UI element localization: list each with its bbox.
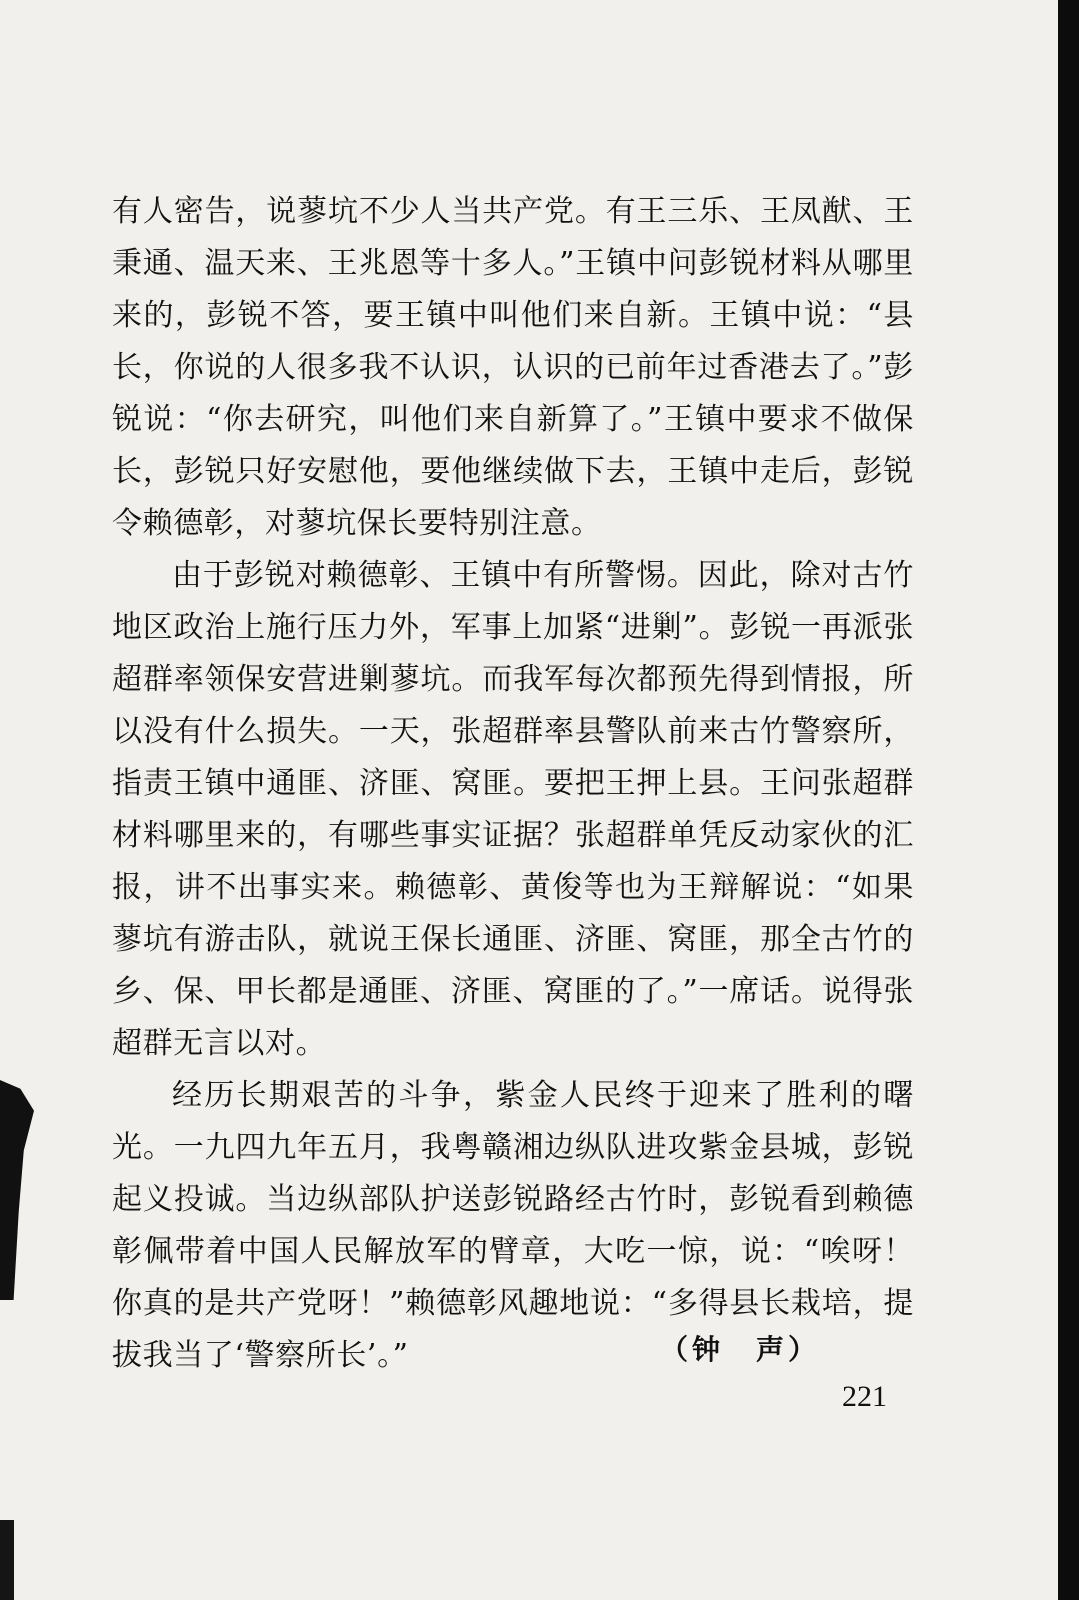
paragraph-3: 经历长期艰苦的斗争，紫金人民终于迎来了胜利的曙光。一九四九年五月，我粤赣湘边纵队进攻紫金县城，彭锐起义投诚。当边纵部队护送彭锐路经古竹时，彭锐看到赖德彰佩带着中国人民解放军的臂章，大吃一惊，说：“唉呀！你真的是共产党呀！”赖德彰风趣地说：“多得县长栽培，提拔我当了‘警察所长’。” (112, 1078, 914, 1373)
torn-edge (0, 1080, 34, 1300)
paragraph-1: 有人密告，说蓼坑不少人当共产党。有王三乐、王凤猷、王秉通、温天来、王兆恩等十多人。”王镇中问彭锐材料从哪里来的，彭锐不答，要王镇中叫他们来自新。王镇中说：“县长，你说的人很多我不认识，认识的已前年过香港去了。”彭锐说：“你去研究，叫他们来自新算了。”王镇中要求不做保长，彭锐只好安慰他，要他继续做下去，王镇中走后，彭锐令赖德彰，对蓼坑保长要特别注意。 (112, 194, 914, 541)
scan-shadow (0, 1520, 14, 1600)
paragraph-2: 由于彭锐对赖德彰、王镇中有所警惕。因此，除对古竹地区政治上施行压力外，军事上加紧“进剿”。彭锐一再派张超群率领保安营进剿蓼坑。而我军每次都预先得到情报，所以没有什么损失。一天，张超群率县警队前来古竹警察所，指责王镇中通匪、济匪、窝匪。要把王押上县。王问张超群材料哪里来的，有哪些事实证据？张超群单凭反动家伙的汇报，讲不出事实来。赖德彰、黄俊等也为王辩解说：“如果蓼坑有游击队，就说王保长通匪、济匪、窝匪，那全古竹的乡、保、甲长都是通匪、济匪、窝匪的了。”一席话。说得张超群无言以对。 (112, 558, 914, 1061)
page-number: 221 (842, 1380, 887, 1413)
body-text (112, 186, 914, 1382)
author-signature: （钟 声） (660, 1333, 821, 1366)
scan-edge (1058, 0, 1079, 1600)
